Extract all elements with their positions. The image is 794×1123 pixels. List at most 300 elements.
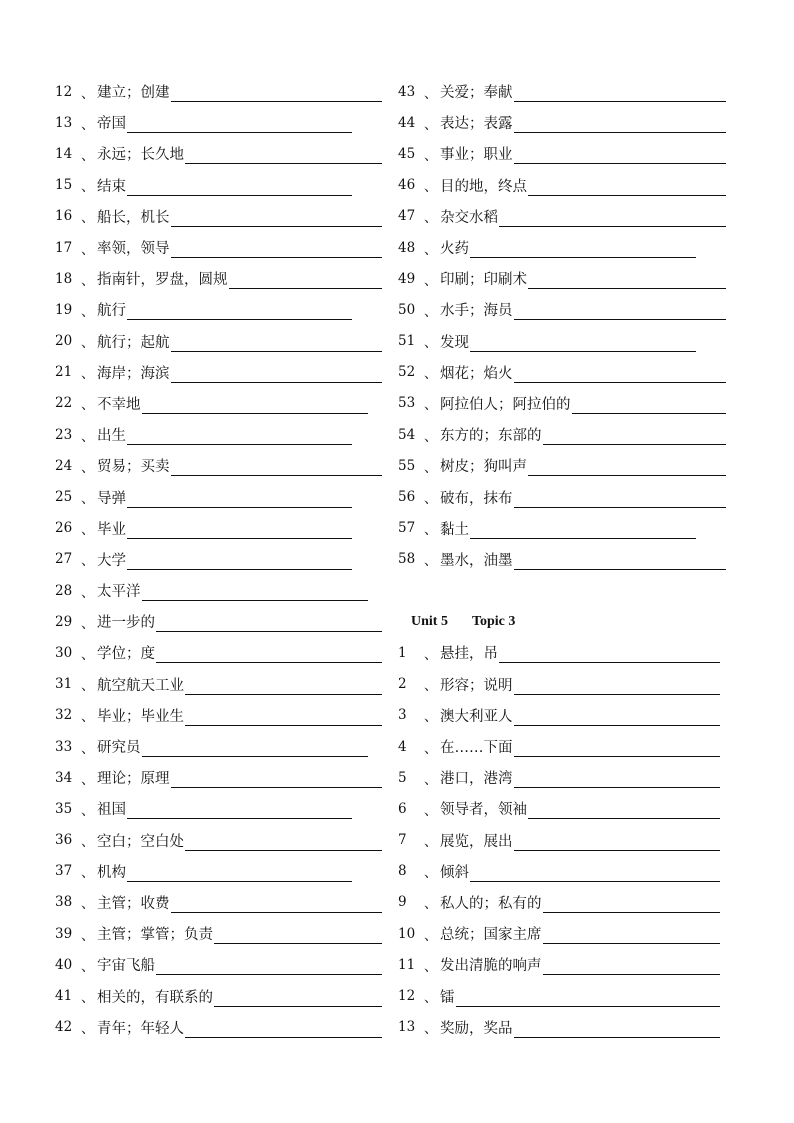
item-term: 澳大利亚人: [440, 708, 513, 725]
item-separator: 、: [81, 522, 95, 539]
item-separator: 、: [81, 116, 95, 133]
item-term: 形容；说明: [440, 677, 513, 694]
answer-blank[interactable]: [514, 773, 721, 788]
item-number: 49: [398, 270, 416, 287]
item-number: 19: [55, 301, 73, 318]
answer-blank[interactable]: [514, 836, 721, 851]
answer-blank[interactable]: [171, 243, 383, 258]
item-separator: 、: [81, 459, 95, 476]
vocab-item: [55, 606, 385, 637]
vocab-item: [55, 263, 385, 294]
item-separator: 、: [81, 958, 95, 975]
vocab-item: [398, 918, 728, 949]
item-term: 导弹: [97, 490, 126, 507]
item-number: 47: [398, 208, 416, 225]
item-term: 事业；职业: [440, 147, 513, 164]
vocab-item: [55, 357, 385, 388]
answer-blank[interactable]: [514, 493, 727, 508]
item-number: 8: [398, 863, 407, 880]
vocab-item: [55, 450, 385, 481]
item-number: 46: [398, 177, 416, 194]
item-term: 太平洋: [97, 584, 141, 601]
unit-label: Unit 5: [411, 613, 448, 629]
vocab-item: [55, 388, 385, 419]
item-term: 航行；起航: [97, 334, 170, 351]
item-separator: 、: [424, 771, 438, 788]
vocab-item: [398, 138, 728, 169]
item-separator: 、: [424, 397, 438, 414]
item-term: 水手；海员: [440, 303, 513, 320]
answer-blank[interactable]: [214, 992, 382, 1007]
topic-label: Topic 3: [471, 613, 516, 629]
item-separator: 、: [81, 740, 95, 757]
vocab-item: [398, 481, 728, 512]
item-term: 树皮；狗叫声: [440, 459, 527, 476]
item-number: 36: [55, 832, 73, 849]
item-term: 东方的；东部的: [440, 428, 542, 445]
item-term: 墨水，油墨: [440, 552, 513, 569]
answer-blank[interactable]: [171, 898, 383, 913]
answer-blank[interactable]: [127, 430, 352, 445]
item-number: 44: [398, 114, 416, 131]
item-number: 38: [55, 894, 73, 911]
answer-blank[interactable]: [572, 399, 727, 414]
vocab-item: [55, 76, 385, 107]
vocab-item: [398, 825, 728, 856]
item-number: 43: [398, 83, 416, 100]
answer-blank[interactable]: [185, 711, 382, 726]
item-number: 5: [398, 769, 407, 786]
item-separator: 、: [424, 990, 438, 1007]
vocab-item: [398, 232, 728, 263]
item-term: 机构: [97, 864, 126, 881]
vocab-item: [55, 793, 385, 824]
vocab-item: [398, 357, 728, 388]
vocab-item: [398, 326, 728, 357]
item-separator: 、: [81, 147, 95, 164]
item-separator: 、: [81, 241, 95, 258]
item-number: 3: [398, 707, 407, 724]
answer-blank[interactable]: [514, 711, 721, 726]
item-separator: 、: [81, 428, 95, 445]
item-number: 27: [55, 551, 73, 568]
item-number: 26: [55, 520, 73, 537]
answer-blank[interactable]: [543, 929, 721, 944]
item-separator: 、: [424, 678, 438, 695]
answer-blank[interactable]: [156, 648, 382, 663]
item-term: 毕业；毕业生: [97, 708, 184, 725]
item-term: 空白；空白处: [97, 833, 184, 850]
vocab-item: [398, 170, 728, 201]
item-separator: 、: [81, 397, 95, 414]
item-separator: 、: [81, 1021, 95, 1038]
item-number: 14: [55, 145, 73, 162]
vocab-item: [55, 326, 385, 357]
left-column: [55, 76, 385, 1043]
item-number: 45: [398, 145, 416, 162]
answer-blank[interactable]: [470, 337, 696, 352]
vocab-item: [55, 637, 385, 668]
vocab-item: [55, 201, 385, 232]
item-separator: 、: [81, 366, 95, 383]
item-separator: 、: [424, 927, 438, 944]
vocab-item: [55, 856, 385, 887]
item-term: 船长，机长: [97, 209, 170, 226]
item-separator: 、: [424, 834, 438, 851]
item-number: 17: [55, 239, 73, 256]
item-number: 12: [55, 83, 73, 100]
answer-blank[interactable]: [514, 1023, 721, 1038]
item-term: 宇宙飞船: [97, 958, 155, 975]
item-number: 11: [398, 956, 416, 973]
item-term: 永远；长久地: [97, 147, 184, 164]
item-separator: 、: [424, 802, 438, 819]
item-number: 29: [55, 613, 73, 630]
item-term: 破布，抹布: [440, 490, 513, 507]
answer-blank[interactable]: [185, 680, 382, 695]
item-separator: 、: [424, 210, 438, 227]
item-number: 34: [55, 769, 73, 786]
vocab-item: [55, 669, 385, 700]
vocab-item: [55, 294, 385, 325]
item-number: 48: [398, 239, 416, 256]
answer-blank[interactable]: [142, 586, 369, 601]
answer-blank[interactable]: [543, 960, 721, 975]
item-term: 印刷；印刷术: [440, 272, 527, 289]
item-separator: 、: [81, 709, 95, 726]
answer-blank[interactable]: [142, 742, 369, 757]
item-term: 领导者，领袖: [440, 802, 527, 819]
item-term: 率领，领导: [97, 241, 170, 258]
answer-blank[interactable]: [185, 149, 382, 164]
item-term: 学位；度: [97, 646, 155, 663]
item-number: 40: [55, 956, 73, 973]
item-separator: 、: [81, 802, 95, 819]
item-term: 主管；收费: [97, 895, 170, 912]
item-number: 33: [55, 738, 73, 755]
item-separator: 、: [81, 896, 95, 913]
item-number: 53: [398, 395, 416, 412]
answer-blank[interactable]: [470, 867, 720, 882]
vocab-item: [398, 669, 728, 700]
item-number: 51: [398, 333, 416, 350]
item-separator: 、: [424, 740, 438, 757]
vocab-item: [398, 762, 728, 793]
answer-blank[interactable]: [514, 742, 721, 757]
answer-blank[interactable]: [171, 461, 383, 476]
item-separator: 、: [424, 553, 438, 570]
vocab-item: [55, 544, 385, 575]
item-term: 建立；创建: [97, 85, 170, 102]
answer-blank[interactable]: [514, 149, 727, 164]
answer-blank[interactable]: [185, 1023, 382, 1038]
right-column: [398, 76, 728, 1043]
item-separator: 、: [424, 709, 438, 726]
item-number: 28: [55, 582, 73, 599]
item-separator: 、: [424, 303, 438, 320]
item-separator: 、: [81, 927, 95, 944]
answer-blank[interactable]: [127, 867, 352, 882]
item-number: 39: [55, 925, 73, 942]
spacer: [398, 575, 728, 606]
item-number: 10: [398, 925, 416, 942]
item-separator: 、: [424, 179, 438, 196]
item-term: 主管；掌管；负责: [97, 927, 213, 944]
item-separator: 、: [81, 865, 95, 882]
item-term: 结束: [97, 178, 126, 195]
item-term: 相关的，有联系的: [97, 989, 213, 1006]
item-separator: 、: [81, 834, 95, 851]
item-separator: 、: [424, 491, 438, 508]
vocab-item: [55, 138, 385, 169]
item-term: 航行: [97, 303, 126, 320]
answer-blank[interactable]: [156, 617, 382, 632]
item-separator: 、: [424, 1021, 438, 1038]
vocab-item: [55, 481, 385, 512]
item-separator: 、: [81, 272, 95, 289]
answer-blank[interactable]: [171, 212, 383, 227]
answer-blank[interactable]: [514, 555, 727, 570]
item-term: 倾斜: [440, 864, 469, 881]
item-term: 毕业: [97, 521, 126, 538]
item-term: 黏土: [440, 521, 469, 538]
item-separator: 、: [424, 366, 438, 383]
vocab-item: [398, 513, 728, 544]
item-separator: 、: [424, 241, 438, 258]
vocab-item: [55, 918, 385, 949]
item-number: 37: [55, 863, 73, 880]
item-term: 私人的；私有的: [440, 895, 542, 912]
answer-blank[interactable]: [514, 87, 727, 102]
answer-blank[interactable]: [171, 337, 383, 352]
item-term: 理论；原理: [97, 771, 170, 788]
answer-blank[interactable]: [229, 274, 383, 289]
item-number: 52: [398, 364, 416, 381]
vocab-item: [398, 731, 728, 762]
item-number: 24: [55, 457, 73, 474]
item-separator: 、: [81, 179, 95, 196]
vocab-item: [55, 170, 385, 201]
item-term: 出生: [97, 428, 126, 445]
answer-blank[interactable]: [185, 836, 382, 851]
item-number: 21: [55, 364, 73, 381]
item-term: 总统；国家主席: [440, 927, 542, 944]
answer-blank[interactable]: [528, 274, 726, 289]
item-number: 2: [398, 676, 407, 693]
vocab-item: [398, 419, 728, 450]
vocab-item: [398, 263, 728, 294]
vocab-item: [55, 1012, 385, 1043]
item-separator: 、: [424, 459, 438, 476]
vocab-item: [55, 700, 385, 731]
item-number: 20: [55, 333, 73, 350]
item-number: 57: [398, 520, 416, 537]
item-number: 4: [398, 738, 407, 755]
item-number: 12: [398, 988, 416, 1005]
item-term: 海岸；海滨: [97, 365, 170, 382]
item-term: 火药: [440, 241, 469, 258]
answer-blank[interactable]: [171, 87, 383, 102]
item-number: 6: [398, 800, 407, 817]
item-term: 不幸地: [97, 396, 141, 413]
item-separator: 、: [424, 147, 438, 164]
item-number: 13: [398, 1019, 416, 1036]
answer-blank[interactable]: [528, 181, 726, 196]
item-number: 35: [55, 800, 73, 817]
item-number: 50: [398, 301, 416, 318]
item-term: 镭: [440, 989, 455, 1006]
item-number: 32: [55, 707, 73, 724]
item-separator: 、: [81, 678, 95, 695]
item-separator: 、: [424, 896, 438, 913]
vocab-item: [398, 700, 728, 731]
answer-blank[interactable]: [456, 992, 721, 1007]
item-separator: 、: [424, 646, 438, 663]
item-separator: 、: [81, 303, 95, 320]
answer-blank[interactable]: [171, 368, 383, 383]
vocab-item: [398, 450, 728, 481]
item-separator: 、: [81, 771, 95, 788]
answer-blank[interactable]: [514, 305, 727, 320]
vocab-item: [55, 513, 385, 544]
vocab-item: [398, 201, 728, 232]
item-number: 22: [55, 395, 73, 412]
answer-blank[interactable]: [499, 212, 726, 227]
item-number: 31: [55, 676, 73, 693]
vocab-item: [55, 575, 385, 606]
item-term: 港口，港湾: [440, 771, 513, 788]
item-separator: 、: [81, 646, 95, 663]
item-number: 58: [398, 551, 416, 568]
item-term: 大学: [97, 552, 126, 569]
item-separator: 、: [81, 584, 95, 601]
item-separator: 、: [424, 428, 438, 445]
item-term: 指南针，罗盘，圆规: [97, 272, 228, 289]
answer-blank[interactable]: [528, 804, 720, 819]
item-term: 展览，展出: [440, 833, 513, 850]
vocab-item: [55, 107, 385, 138]
item-separator: 、: [81, 335, 95, 352]
item-term: 祖国: [97, 802, 126, 819]
vocab-item: [398, 637, 728, 668]
item-term: 悬挂，吊: [440, 646, 498, 663]
answer-blank[interactable]: [171, 773, 383, 788]
item-number: 13: [55, 114, 73, 131]
item-separator: 、: [424, 865, 438, 882]
vocab-item: [398, 793, 728, 824]
item-number: 30: [55, 644, 73, 661]
item-separator: 、: [424, 335, 438, 352]
vocab-item: [398, 980, 728, 1011]
answer-blank[interactable]: [470, 243, 696, 258]
vocab-item: [55, 949, 385, 980]
answer-blank[interactable]: [127, 118, 352, 133]
vocab-item: [398, 1012, 728, 1043]
answer-blank[interactable]: [127, 493, 352, 508]
vocab-item: [398, 856, 728, 887]
item-number: 18: [55, 270, 73, 287]
answer-blank[interactable]: [156, 960, 382, 975]
answer-blank[interactable]: [499, 648, 720, 663]
vocab-item: [398, 76, 728, 107]
vocab-item: [55, 731, 385, 762]
item-term: 在……下面: [440, 740, 513, 757]
item-term: 贸易；买卖: [97, 459, 170, 476]
item-term: 研究员: [97, 740, 141, 757]
item-number: 9: [398, 894, 407, 911]
vocab-item: [398, 388, 728, 419]
item-number: 42: [55, 1019, 73, 1036]
answer-blank[interactable]: [514, 118, 727, 133]
item-number: 15: [55, 177, 73, 194]
answer-blank[interactable]: [127, 524, 352, 539]
item-separator: 、: [81, 990, 95, 1007]
answer-blank[interactable]: [214, 929, 382, 944]
item-separator: 、: [424, 958, 438, 975]
vocab-item: [55, 232, 385, 263]
item-term: 杂交水稻: [440, 209, 498, 226]
answer-blank[interactable]: [543, 898, 721, 913]
answer-blank[interactable]: [127, 804, 352, 819]
item-number: 25: [55, 489, 73, 506]
vocab-item: [55, 887, 385, 918]
item-term: 奖励，奖品: [440, 1020, 513, 1037]
vocab-item: [398, 107, 728, 138]
item-separator: 、: [81, 615, 95, 632]
item-separator: 、: [424, 522, 438, 539]
vocab-item: [398, 949, 728, 980]
item-separator: 、: [424, 85, 438, 102]
item-term: 航空航天工业: [97, 677, 184, 694]
item-term: 青年；年轻人: [97, 1020, 184, 1037]
item-number: 54: [398, 426, 416, 443]
answer-blank[interactable]: [142, 399, 369, 414]
item-term: 目的地，终点: [440, 178, 527, 195]
item-term: 发出清脆的响声: [440, 958, 542, 975]
vocab-item: [55, 762, 385, 793]
answer-blank[interactable]: [514, 680, 721, 695]
item-separator: 、: [424, 116, 438, 133]
answer-blank[interactable]: [127, 305, 352, 320]
item-term: 烟花；焰火: [440, 365, 513, 382]
vocab-item: [55, 825, 385, 856]
vocab-item: [398, 544, 728, 575]
item-number: 16: [55, 208, 73, 225]
item-number: 41: [55, 988, 73, 1005]
vocab-item: [398, 887, 728, 918]
item-term: 进一步的: [97, 615, 155, 632]
vocab-item: [55, 419, 385, 450]
answer-blank[interactable]: [127, 181, 352, 196]
answer-blank[interactable]: [470, 524, 696, 539]
item-number: 23: [55, 426, 73, 443]
vocab-item: [55, 980, 385, 1011]
answer-blank[interactable]: [543, 430, 727, 445]
item-separator: 、: [81, 491, 95, 508]
item-number: 56: [398, 489, 416, 506]
item-number: 7: [398, 832, 407, 849]
item-term: 发现: [440, 334, 469, 351]
answer-blank[interactable]: [528, 461, 726, 476]
answer-blank[interactable]: [127, 555, 352, 570]
item-separator: 、: [81, 85, 95, 102]
answer-blank[interactable]: [514, 368, 727, 383]
item-term: 关爱；奉献: [440, 85, 513, 102]
item-number: 1: [398, 644, 407, 661]
section-heading: [398, 606, 728, 637]
item-term: 阿拉伯人；阿拉伯的: [440, 396, 571, 413]
item-term: 帝国: [97, 116, 126, 133]
